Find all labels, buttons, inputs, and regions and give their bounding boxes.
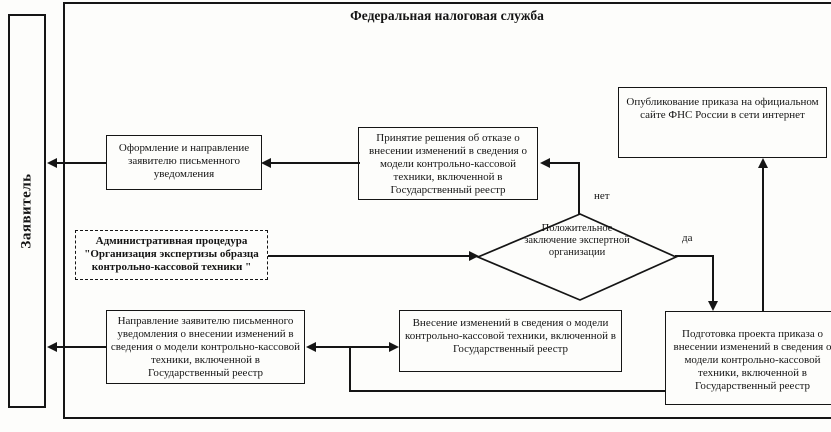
node-admin-procedure (75, 230, 268, 280)
edge-label-yes: да (682, 232, 693, 244)
node-apply-changes (399, 310, 622, 372)
connector-bottom-stem (349, 347, 351, 392)
node-notify-letter (106, 135, 262, 190)
applicant-lane (8, 14, 46, 408)
connector-no-vertical (578, 163, 580, 214)
connector-no-horizontal (550, 162, 580, 164)
arrowhead-into-refusal-decision (540, 158, 550, 168)
node-draft-order-text: Подготовка проекта приказа о внесении изменений в сведения о модели контрольно-кассовой техники, включенной в Государственный реестр (673, 328, 831, 392)
node-notify-changes-text: Направление заявителю письменного уведомления о внесении изменений в сведения о модели контрольно-кассовой техники, включенной в Государственный реестр (110, 315, 301, 379)
arrowhead-into-apply-changes (389, 342, 399, 352)
node-publish-order (618, 87, 827, 158)
connector-bottom-double (315, 346, 391, 348)
connector-changes-to-applicant (56, 346, 107, 348)
node-draft-order (665, 311, 831, 405)
node-publish-order-text: Опубликование приказа на официальном сайте ФНС России в сети интернет (626, 96, 819, 121)
edge-label-no: нет (594, 190, 610, 202)
connector-yes-vertical (712, 255, 714, 302)
connector-draft-to-publish (762, 167, 764, 311)
fns-frame-title: Федеральная налоговая служба (350, 8, 544, 23)
applicant-lane-label: Заявитель (18, 173, 35, 249)
arrowhead-into-diamond (469, 251, 479, 261)
node-notify-letter-text: Оформление и направление заявителю письменного уведомления (118, 142, 250, 180)
node-notify-changes (106, 310, 305, 384)
node-admin-procedure-text: Административная процедура "Организация экспертизы образца контрольно-кассовой техники " (84, 235, 259, 273)
node-apply-changes-text: Внесение изменений в сведения о модели контрольно-кассовой техники, включенной в Государственный реестр (405, 317, 616, 355)
arrowhead-into-publish-order (758, 158, 768, 168)
connector-notify-to-applicant (56, 162, 107, 164)
arrowhead-into-notify-letter (261, 158, 271, 168)
arrowhead-into-applicant-top (47, 158, 57, 168)
arrowhead-into-applicant-bottom (47, 342, 57, 352)
arrowhead-into-notify-changes (306, 342, 316, 352)
connector-draft-return-line (349, 390, 666, 392)
arrowhead-into-draft-order (708, 301, 718, 311)
node-refusal-decision-text: Принятие решения об отказе о внесении изменений в сведения о модели контрольно-кассовой техники, включенной в Государственный реестр (369, 132, 527, 196)
connector-yes-horizontal (675, 255, 713, 257)
connector-refusal-to-notify (270, 162, 360, 164)
connector-admin-to-diamond (268, 255, 469, 257)
node-refusal-decision (358, 127, 538, 200)
decision-diamond-text: Положительное заключение экспертной организации (524, 223, 630, 259)
